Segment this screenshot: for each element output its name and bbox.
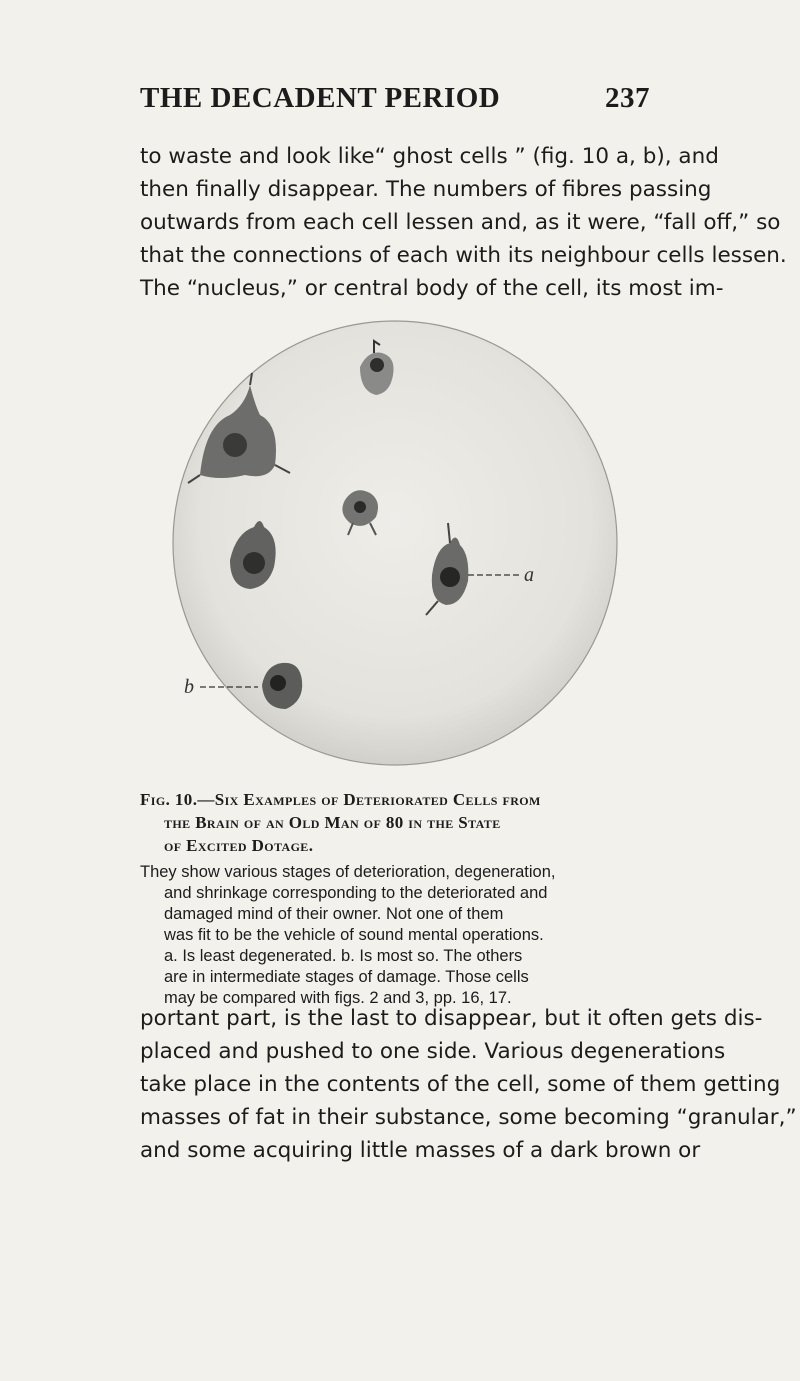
text-line: outwards from each cell lessen and, as it were, “fall off,” so xyxy=(140,210,781,235)
text-line: masses of fat in their substance, some becoming “granular,” xyxy=(140,1105,797,1130)
caption-body-line: may be compared with figs. 2 and 3, pp. 16, 17. xyxy=(164,989,512,1007)
caption-body-line: a. Is least degenerated. b. Is most so. The others xyxy=(164,947,523,965)
paragraph-top xyxy=(140,140,787,305)
running-title: THE DECADENT PERIOD xyxy=(140,82,501,114)
cell-illustration xyxy=(150,305,640,783)
caption-body-line: are in intermediate stages of damage. Those cells xyxy=(164,968,529,986)
text-line: take place in the contents of the cell, some of them getting xyxy=(140,1072,781,1097)
running-header xyxy=(140,82,650,115)
caption-title-line: Fig. 10.—Six Examples of Deteriorated Cells from xyxy=(140,790,541,809)
caption-body-line: was fit to be the vehicle of sound mental operations. xyxy=(164,926,544,944)
paragraph-bottom xyxy=(140,1002,797,1167)
caption-body-line: damaged mind of their owner. Not one of them xyxy=(164,905,504,923)
caption-body-line: They show various stages of deterioration, degeneration, xyxy=(140,863,556,881)
figure-caption-title xyxy=(140,788,650,857)
text-line: placed and pushed to one side. Various degenerations xyxy=(140,1039,726,1064)
text-line: that the connections of each with its neighbour cells lessen. xyxy=(140,243,787,268)
text-line: then finally disappear. The numbers of fibres passing xyxy=(140,177,712,202)
text-line: The “nucleus,” or central body of the cell, its most im- xyxy=(140,276,724,301)
caption-title-line: the Brain of an Old Man of 80 in the State xyxy=(164,813,501,832)
label-b: b xyxy=(184,676,194,698)
text-line: portant part, is the last to disappear, but it often gets dis- xyxy=(140,1006,763,1031)
caption-title-line: of Excited Dotage. xyxy=(164,836,314,855)
text-line: to waste and look like“ ghost cells ” (fig. 10 a, b), and xyxy=(140,144,719,169)
caption-body-line: and shrinkage corresponding to the deteriorated and xyxy=(164,884,548,902)
figure-caption-body xyxy=(140,862,650,1009)
label-a: a xyxy=(524,564,534,586)
page-number: 237 xyxy=(605,82,650,114)
text-line: and some acquiring little masses of a dark brown or xyxy=(140,1138,701,1163)
